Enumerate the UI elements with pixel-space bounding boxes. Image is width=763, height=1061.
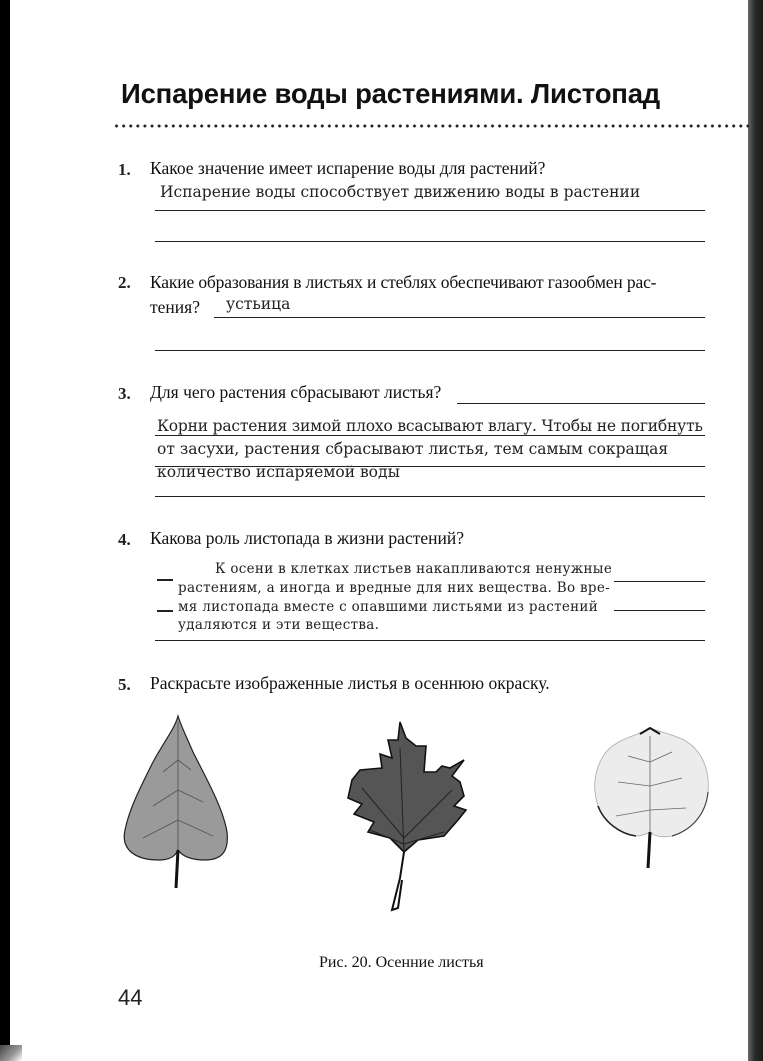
figure-caption: Рис. 20. Осенние листья <box>319 954 484 971</box>
page-number: 44 <box>118 985 143 1010</box>
maple-leaf-icon[interactable] <box>340 718 480 918</box>
question-number: 3. <box>118 384 131 403</box>
answer-line-stub[interactable] <box>157 579 173 581</box>
leaf-blade <box>348 722 466 852</box>
question-text: Какова роль листопада в жизни растений? <box>150 528 464 548</box>
question-number: 4. <box>118 530 131 549</box>
leaf-stem <box>392 852 404 910</box>
question-number: 1. <box>118 160 131 179</box>
scan-edge-left <box>0 0 10 1061</box>
question-text-line-2: тения? <box>150 297 200 317</box>
answer-line-stub[interactable] <box>157 610 173 612</box>
answer-line[interactable] <box>155 241 705 242</box>
answer-text-line-2: от засухи, растения сбрасывают листья, тем самым сокращая <box>157 440 669 458</box>
title-dotted-divider <box>113 123 749 129</box>
question-number: 2. <box>118 273 131 292</box>
answer-line[interactable] <box>155 640 705 641</box>
answer-line[interactable] <box>155 350 705 351</box>
aspen-leaf-icon[interactable] <box>588 722 713 872</box>
scan-corner-shadow <box>0 1045 22 1061</box>
answer-line[interactable] <box>214 317 705 318</box>
answer-text: Испарение воды способствует движению воды в растении <box>160 183 641 201</box>
answer-line[interactable] <box>155 496 705 497</box>
answer-line[interactable] <box>155 210 705 211</box>
leaf-blade <box>595 728 709 837</box>
answer-line[interactable] <box>155 435 705 436</box>
question-text: Для чего растения сбрасывают листья? <box>150 382 442 402</box>
question-text: Раскрасьте изображенные листья в осеннюю окраску. <box>150 673 550 693</box>
linden-leaf-icon[interactable] <box>115 710 235 890</box>
leaf-stem <box>176 850 178 888</box>
scan-edge-right <box>748 0 763 1061</box>
page-title: Испарение воды растениями. Листопад <box>121 78 661 109</box>
answer-text-line-4: удаляются и эти вещества. <box>178 617 380 633</box>
leaf-blade <box>124 716 227 860</box>
answer-text-line-1: К осени в клетках листьев накапливаются ненужные <box>215 561 613 577</box>
answer-line[interactable] <box>614 581 705 582</box>
answer-text-line-3: мя листопада вместе с опавшими листьями из растений <box>178 599 599 615</box>
question-text: Какое значение имеет испарение воды для растений? <box>150 158 546 178</box>
answer-text-line-3: количество испаряемой воды <box>157 463 400 481</box>
answer-text-line-2: растениям, а иногда и вредные для них вещества. Во вре- <box>178 580 610 596</box>
question-text-line-1: Какие образования в листьях и стеблях обеспечивают газообмен рас- <box>150 272 657 292</box>
answer-text: устьица <box>226 295 291 313</box>
leaf-stem <box>648 832 650 868</box>
question-number: 5. <box>118 675 131 694</box>
answer-line[interactable] <box>614 610 705 611</box>
answer-text-line-1: Корни растения зимой плохо всасывают влагу. Чтобы не погибнуть <box>157 417 703 435</box>
answer-line[interactable] <box>457 403 705 404</box>
